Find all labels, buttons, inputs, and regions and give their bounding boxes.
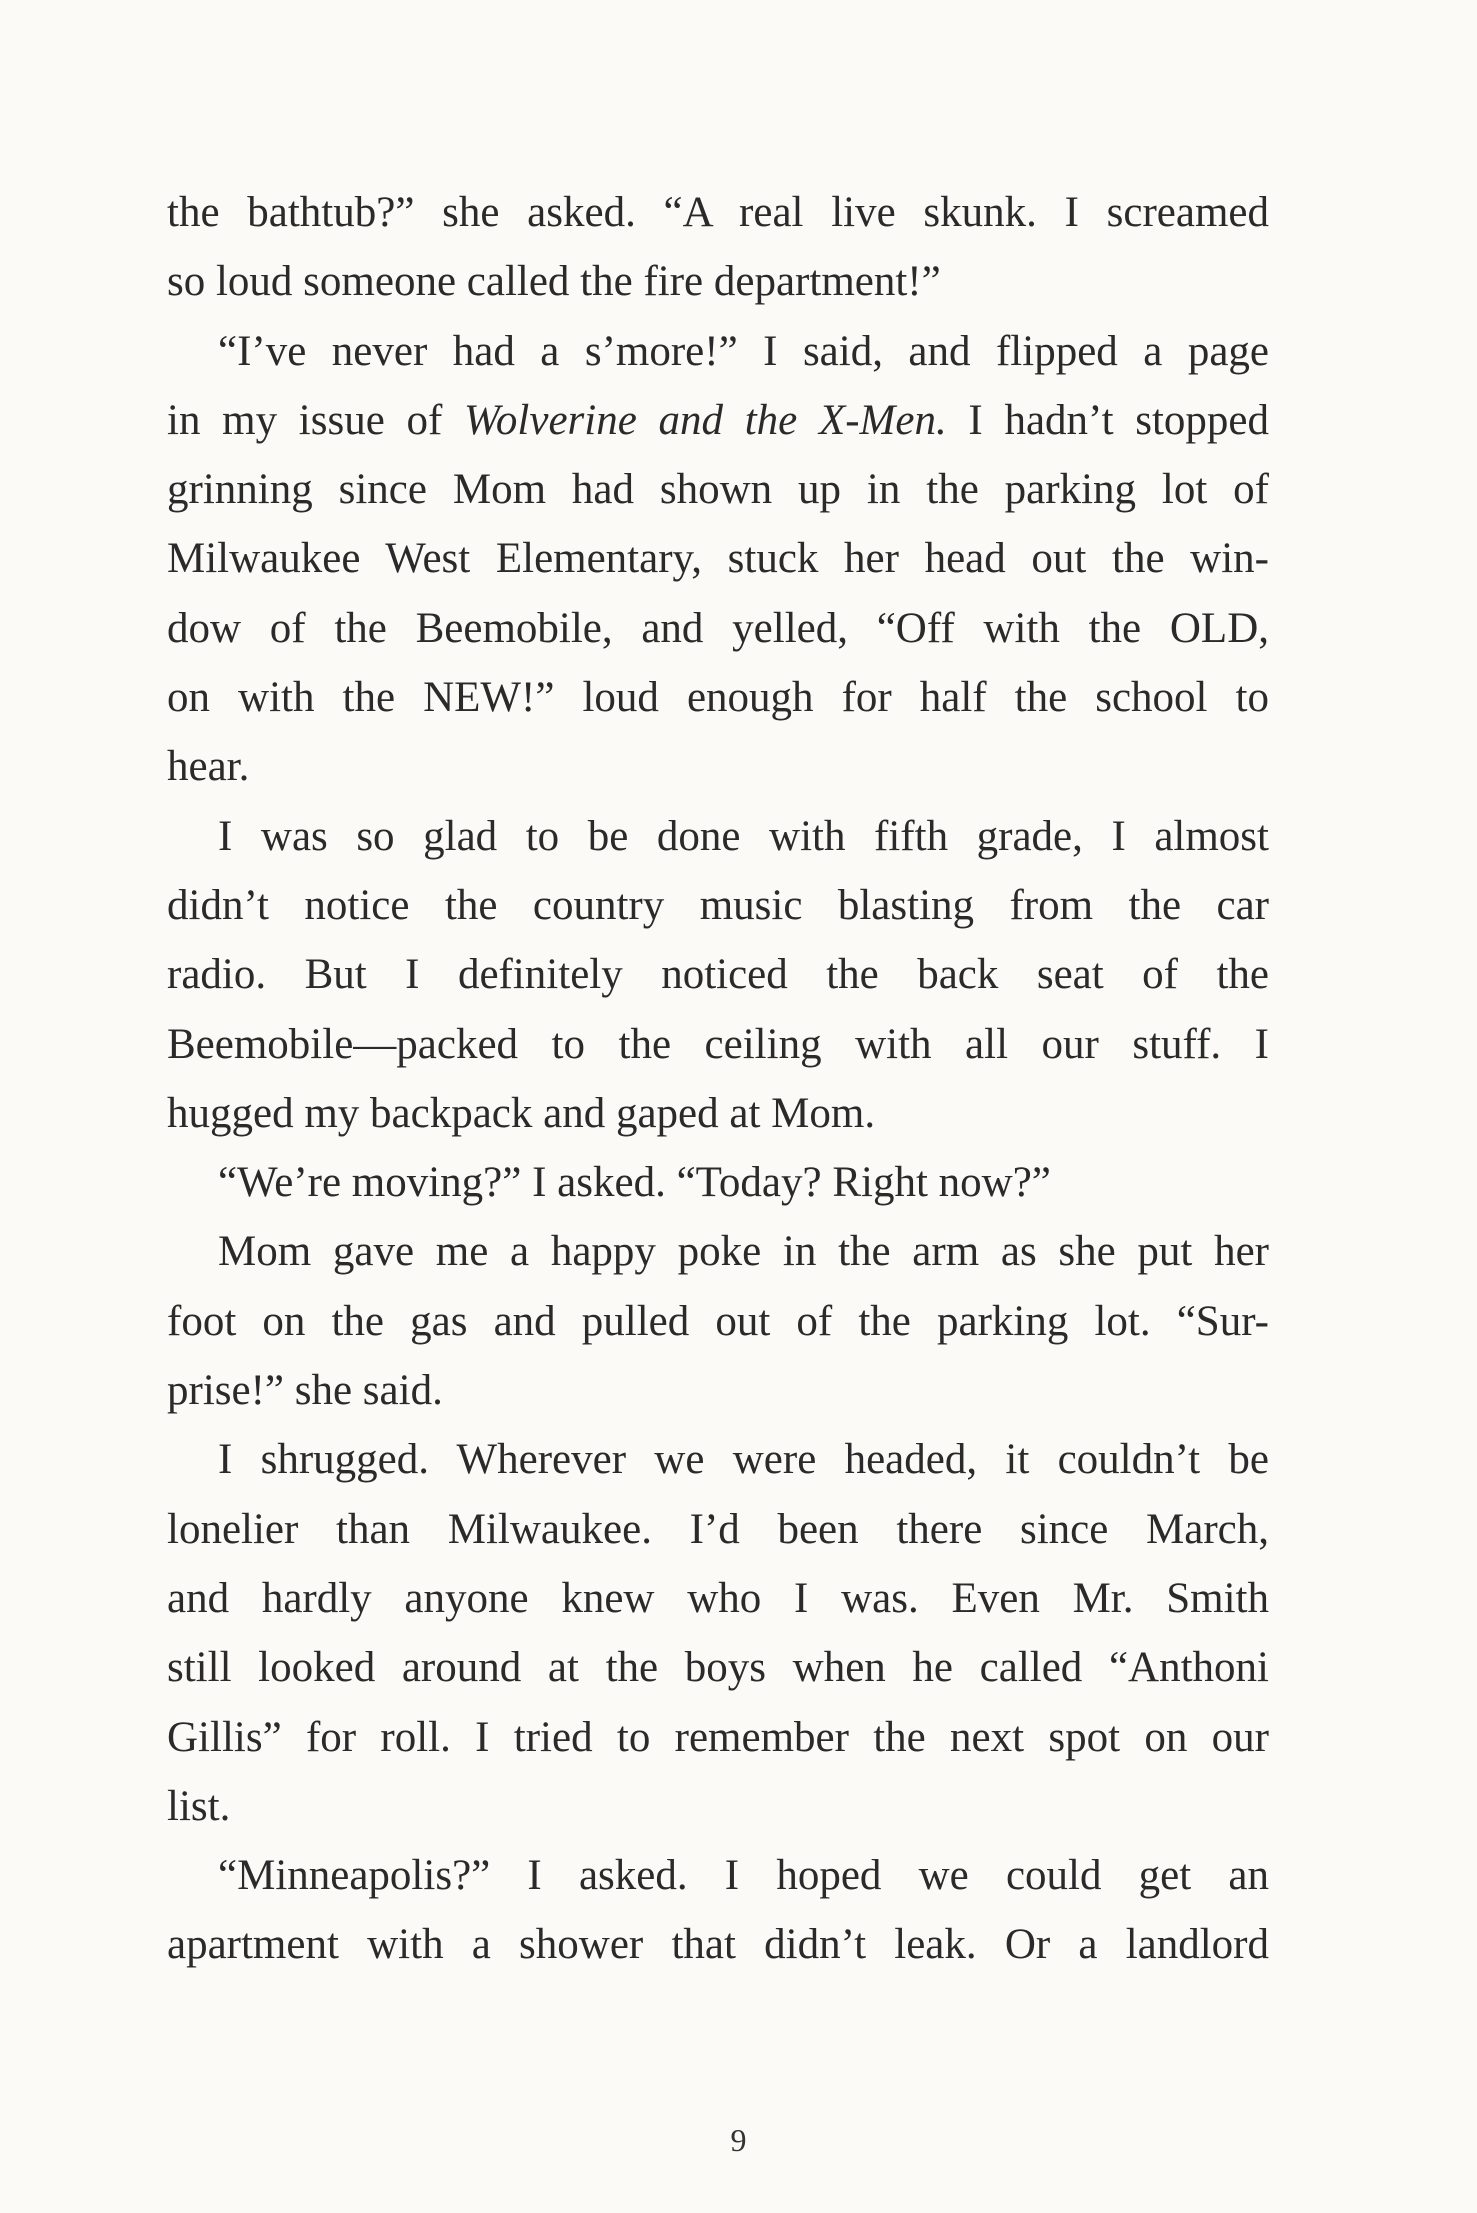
body-text [167, 178, 1269, 1980]
text-line: Beemobile—packed to the ceiling with all our stuff. I [167, 1020, 1269, 1068]
text-line [167, 386, 1269, 455]
text-line: didn’t notice the country music blasting from the car [167, 881, 1269, 929]
text-line: “I’ve never had a s’more!” I said, and flipped a page [218, 327, 1269, 375]
book-title: Wolverine and the X-Men. [464, 396, 947, 444]
text-line: the bathtub?” she asked. “A real live skunk. I screamed [167, 189, 1269, 236]
text-line: Milwaukee West Elementary, stuck her head out the win- [167, 535, 1269, 583]
text-line: and hardly anyone knew who I was. Even Mr. Smith [167, 1574, 1269, 1622]
text-line: radio. But I definitely noticed the back seat of the [167, 951, 1269, 999]
text-run: in my issue of [167, 396, 465, 444]
text-run: I hadn’t stopped [946, 396, 1269, 444]
text-line: dow of the Beemobile, and yelled, “Off with the OLD, [167, 604, 1269, 652]
text-line: I was so glad to be done with fifth grade, I almost [218, 812, 1269, 860]
text-line: prise!” she said. [167, 1367, 443, 1415]
text-line: hear. [167, 743, 250, 791]
text-line: list. [167, 1782, 231, 1830]
text-line: on with the NEW!” loud enough for half the school to [167, 674, 1269, 722]
text-line: Gillis” for roll. I tried to remember the next spot on our [167, 1713, 1269, 1761]
text-line: Mom gave me a happy poke in the arm as she put her [218, 1228, 1269, 1276]
text-line: so loud someone called the fire department!” [167, 258, 941, 306]
text-line: lonelier than Milwaukee. I’d been there since March, [167, 1505, 1269, 1553]
text-line: “Minneapolis?” I asked. I hoped we could get an [218, 1852, 1269, 1900]
text-line: foot on the gas and pulled out of the parking lot. “Sur- [167, 1297, 1269, 1345]
text-line: I shrugged. Wherever we were headed, it couldn’t be [218, 1436, 1269, 1484]
text-line: grinning since Mom had shown up in the parking lot of [167, 466, 1269, 514]
text-line: hugged my backpack and gaped at Mom. [167, 1089, 876, 1137]
text-line: “We’re moving?” I asked. “Today? Right now?” [218, 1159, 1051, 1207]
text-line: apartment with a shower that didn’t leak. Or a landlord [167, 1921, 1269, 1969]
page-number: 9 [730, 2122, 747, 2158]
text-line: still looked around at the boys when he called “Anthoni [167, 1644, 1269, 1692]
